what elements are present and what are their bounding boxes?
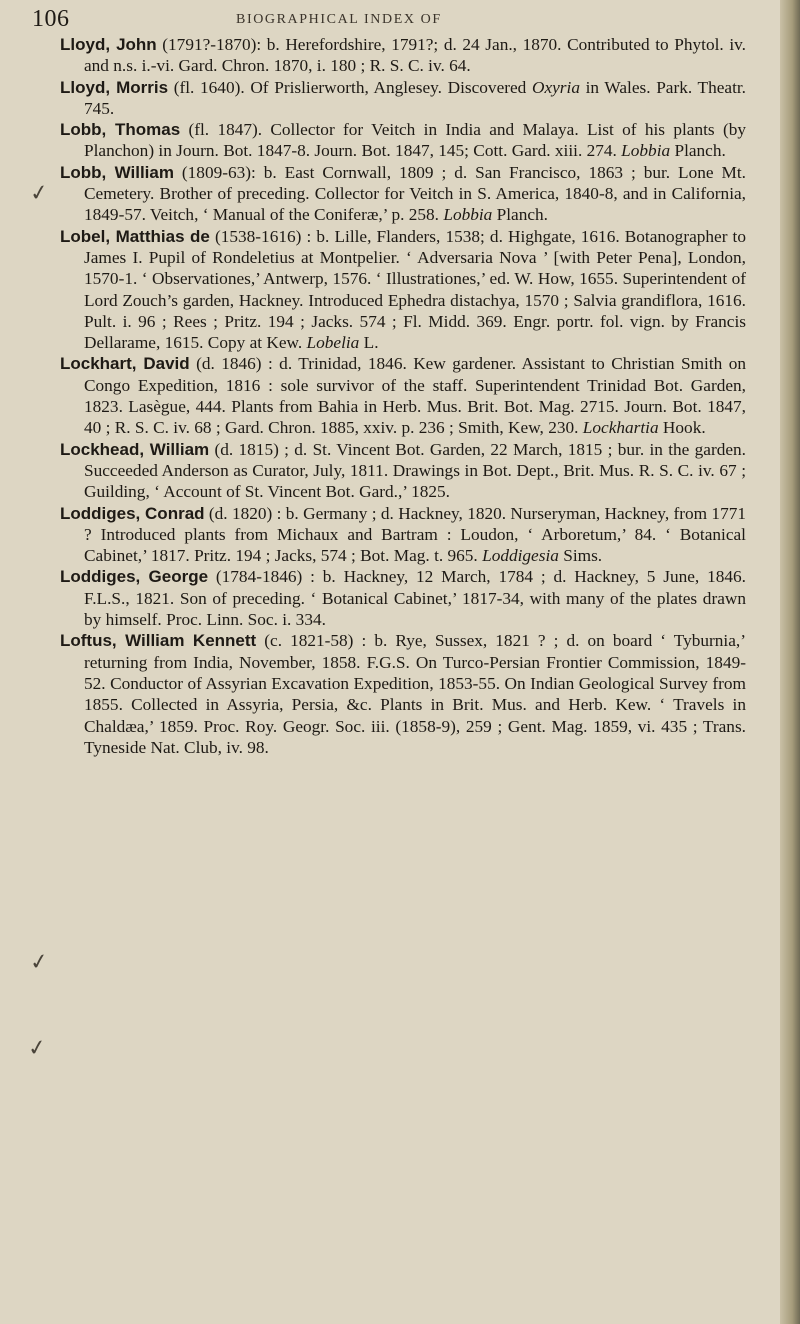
index-entry xyxy=(60,226,746,354)
entry-name: Lobel, Matthias de xyxy=(60,226,210,246)
entry-text-tail: in Wales. Park. Theatr. 745. xyxy=(84,77,746,118)
margin-tick-mark: ✓ xyxy=(28,948,51,977)
entry-text: (d. 1820) : b. Germany ; d. Hackney, 1820. Nurseryman, Hackney, from 1771 ? Introduced plants from Michaux and Bartram : Loudon, ‘ Arboretum,’ 84. ‘ Botanical Cabinet,’ 1817. Pritz. 194 ; Jacks, 574 ; Bot. Mag. t. 965. xyxy=(84,503,746,566)
entry-text: (1809-63): b. East Cornwall, 1809 ; d. San Francisco, 1863 ; bur. Lone Mt. Cemetery. Brother of preceding. Collector for Veitch in S. America, 1840-8, and in California, 1849-57. Veitch, ‘ Manual of the Coniferæ,’ p. 258. xyxy=(84,162,746,225)
entry-text: (d. 1815) ; d. St. Vincent Bot. Garden, 22 March, 1815 ; bur. in the garden. Succeeded Anderson as Curator, July, 1811. Drawings in Bot. Dept., Brit. Mus. R. S. C. iv. 67 ; Guilding, ‘ Account of St. Vincent Bot. Gard.,’ 1825. xyxy=(84,439,746,502)
index-entry xyxy=(60,162,746,226)
entry-genus: Lockhartia xyxy=(582,418,659,438)
margin-tick-mark: ✓ xyxy=(28,179,51,208)
index-entry xyxy=(60,353,746,438)
entry-text: (fl. 1640). Of Prislierworth, Anglesey. Discovered xyxy=(168,77,532,97)
entry-genus: Lobelia xyxy=(306,333,360,353)
entry-text: (c. 1821-58) : b. Rye, Sussex, 1821 ? ; d. on board ‘ Tyburnia,’ returning from India, November, 1858. F.G.S. On Turco-Persian Frontier Commission, 1849-52. Conductor of Assyrian Excavation Expedition, 1853-55. On Indian Geological Survey from 1855. Collected in Assyria, Persia, &c. Plants in Brit. Mus. and Herb. Kew. ‘ Travels in Chaldæa,’ 1859. Proc. Roy. Geogr. Soc. iii. (1858-9), 259 ; Gent. Mag. 1859, vi. 435 ; Trans. Tyneside Nat. Club, iv. 98. xyxy=(84,631,746,757)
index-entry xyxy=(60,119,746,162)
index-entry xyxy=(60,503,746,567)
entry-text: (d. 1846) : d. Trinidad, 1846. Kew gardener. Assistant to Christian Smith on Congo Expedition, 1816 : sole survivor of the staff. Superintendent Trinidad Bot. Garden, 1823. Lasègue, 444. Plants from Bahia in Herb. Mus. Brit. Bot. Mag. 2715. Journ. Bot. 1847, 40 ; R. S. C. iv. 68 ; Gard. Chron. 1885, xxiv. p. 236 ; Smith, Kew, 230. xyxy=(84,354,746,438)
entry-text: (1791?-1870): b. Herefordshire, 1791?; d. 24 Jan., 1870. Contributed to Phytol. iv. and n.s. i.-vi. Gard. Chron. 1870, i. 180 ; R. S. C. iv. 64. xyxy=(84,35,746,76)
entry-text-tail: Planch. xyxy=(492,205,548,225)
entry-name: Loddiges, Conrad xyxy=(60,503,205,523)
entry-name: Lloyd, Morris xyxy=(60,77,169,97)
entry-name: Lloyd, John xyxy=(60,35,157,54)
entry-name: Lobb, William xyxy=(60,162,174,182)
index-entry xyxy=(60,630,746,758)
entry-text: (1538-1616) : b. Lille, Flanders, 1538; d. Highgate, 1616. Botanographer to James I. Pupil of Rondeletius at Montpelier. ‘ Adversaria Nova ’ [with Peter Pena], London, 1570-1. ‘ Observationes,’ Antwerp, 1576. ‘ Illustrationes,’ ed. W. How, 1655. Superintendent of Lord Zouch’s garden, Hackney. Introduced Ephedra distachya, 1570 ; Salvia grandiflora, 1616. Pult. i. 96 ; Rees ; Pritz. 194 ; Jacks. 574 ; Fl. Midd. 369. Engr. portr. fol. vign. by Francis Dellarame, 1615. Copy at Kew. xyxy=(84,226,747,353)
index-entry xyxy=(60,439,746,503)
index-entry xyxy=(60,77,746,120)
index-entry xyxy=(60,34,746,77)
margin-tick-mark: ✓ xyxy=(26,1034,49,1063)
running-head: BIOGRAPHICAL INDEX OF xyxy=(236,12,442,27)
entry-text-tail: L. xyxy=(359,333,379,353)
page-number: 106 xyxy=(32,6,70,32)
entry-name: Loftus, William Kennett xyxy=(60,631,257,651)
entry-name: Lockhead, William xyxy=(60,439,210,459)
index-entries xyxy=(60,34,746,758)
entry-genus: Lobbia xyxy=(621,141,671,161)
entry-text-tail: Sims. xyxy=(558,546,603,566)
entry-name: Loddiges, George xyxy=(60,567,209,587)
entry-text-tail: Planch. xyxy=(670,141,726,161)
entry-text: (fl. 1847). Collector for Veitch in India and Malaya. List of his plants (by Planchon) in Journ. Bot. 1847-8. Journ. Bot. 1847, 145; Cott. Gard. xiii. 274. xyxy=(84,120,746,161)
entry-genus: Lobbia xyxy=(443,205,493,225)
entry-genus: Loddigesia xyxy=(482,546,559,566)
entry-name: Lobb, Thomas xyxy=(60,120,181,140)
entry-genus: Oxyria xyxy=(531,77,580,97)
index-entry xyxy=(60,566,746,630)
page-edge xyxy=(780,0,800,1324)
entry-name: Lockhart, David xyxy=(60,354,190,374)
entry-text: (1784-1846) : b. Hackney, 12 March, 1784 ; d. Hackney, 5 June, 1846. F.L.S., 1821. Son of preceding. ‘ Botanical Cabinet,’ 1817-34, with many of the plates drawn by himself. Proc. Linn. Soc. i. 334. xyxy=(84,567,746,630)
entry-text-tail: Hook. xyxy=(658,418,706,438)
